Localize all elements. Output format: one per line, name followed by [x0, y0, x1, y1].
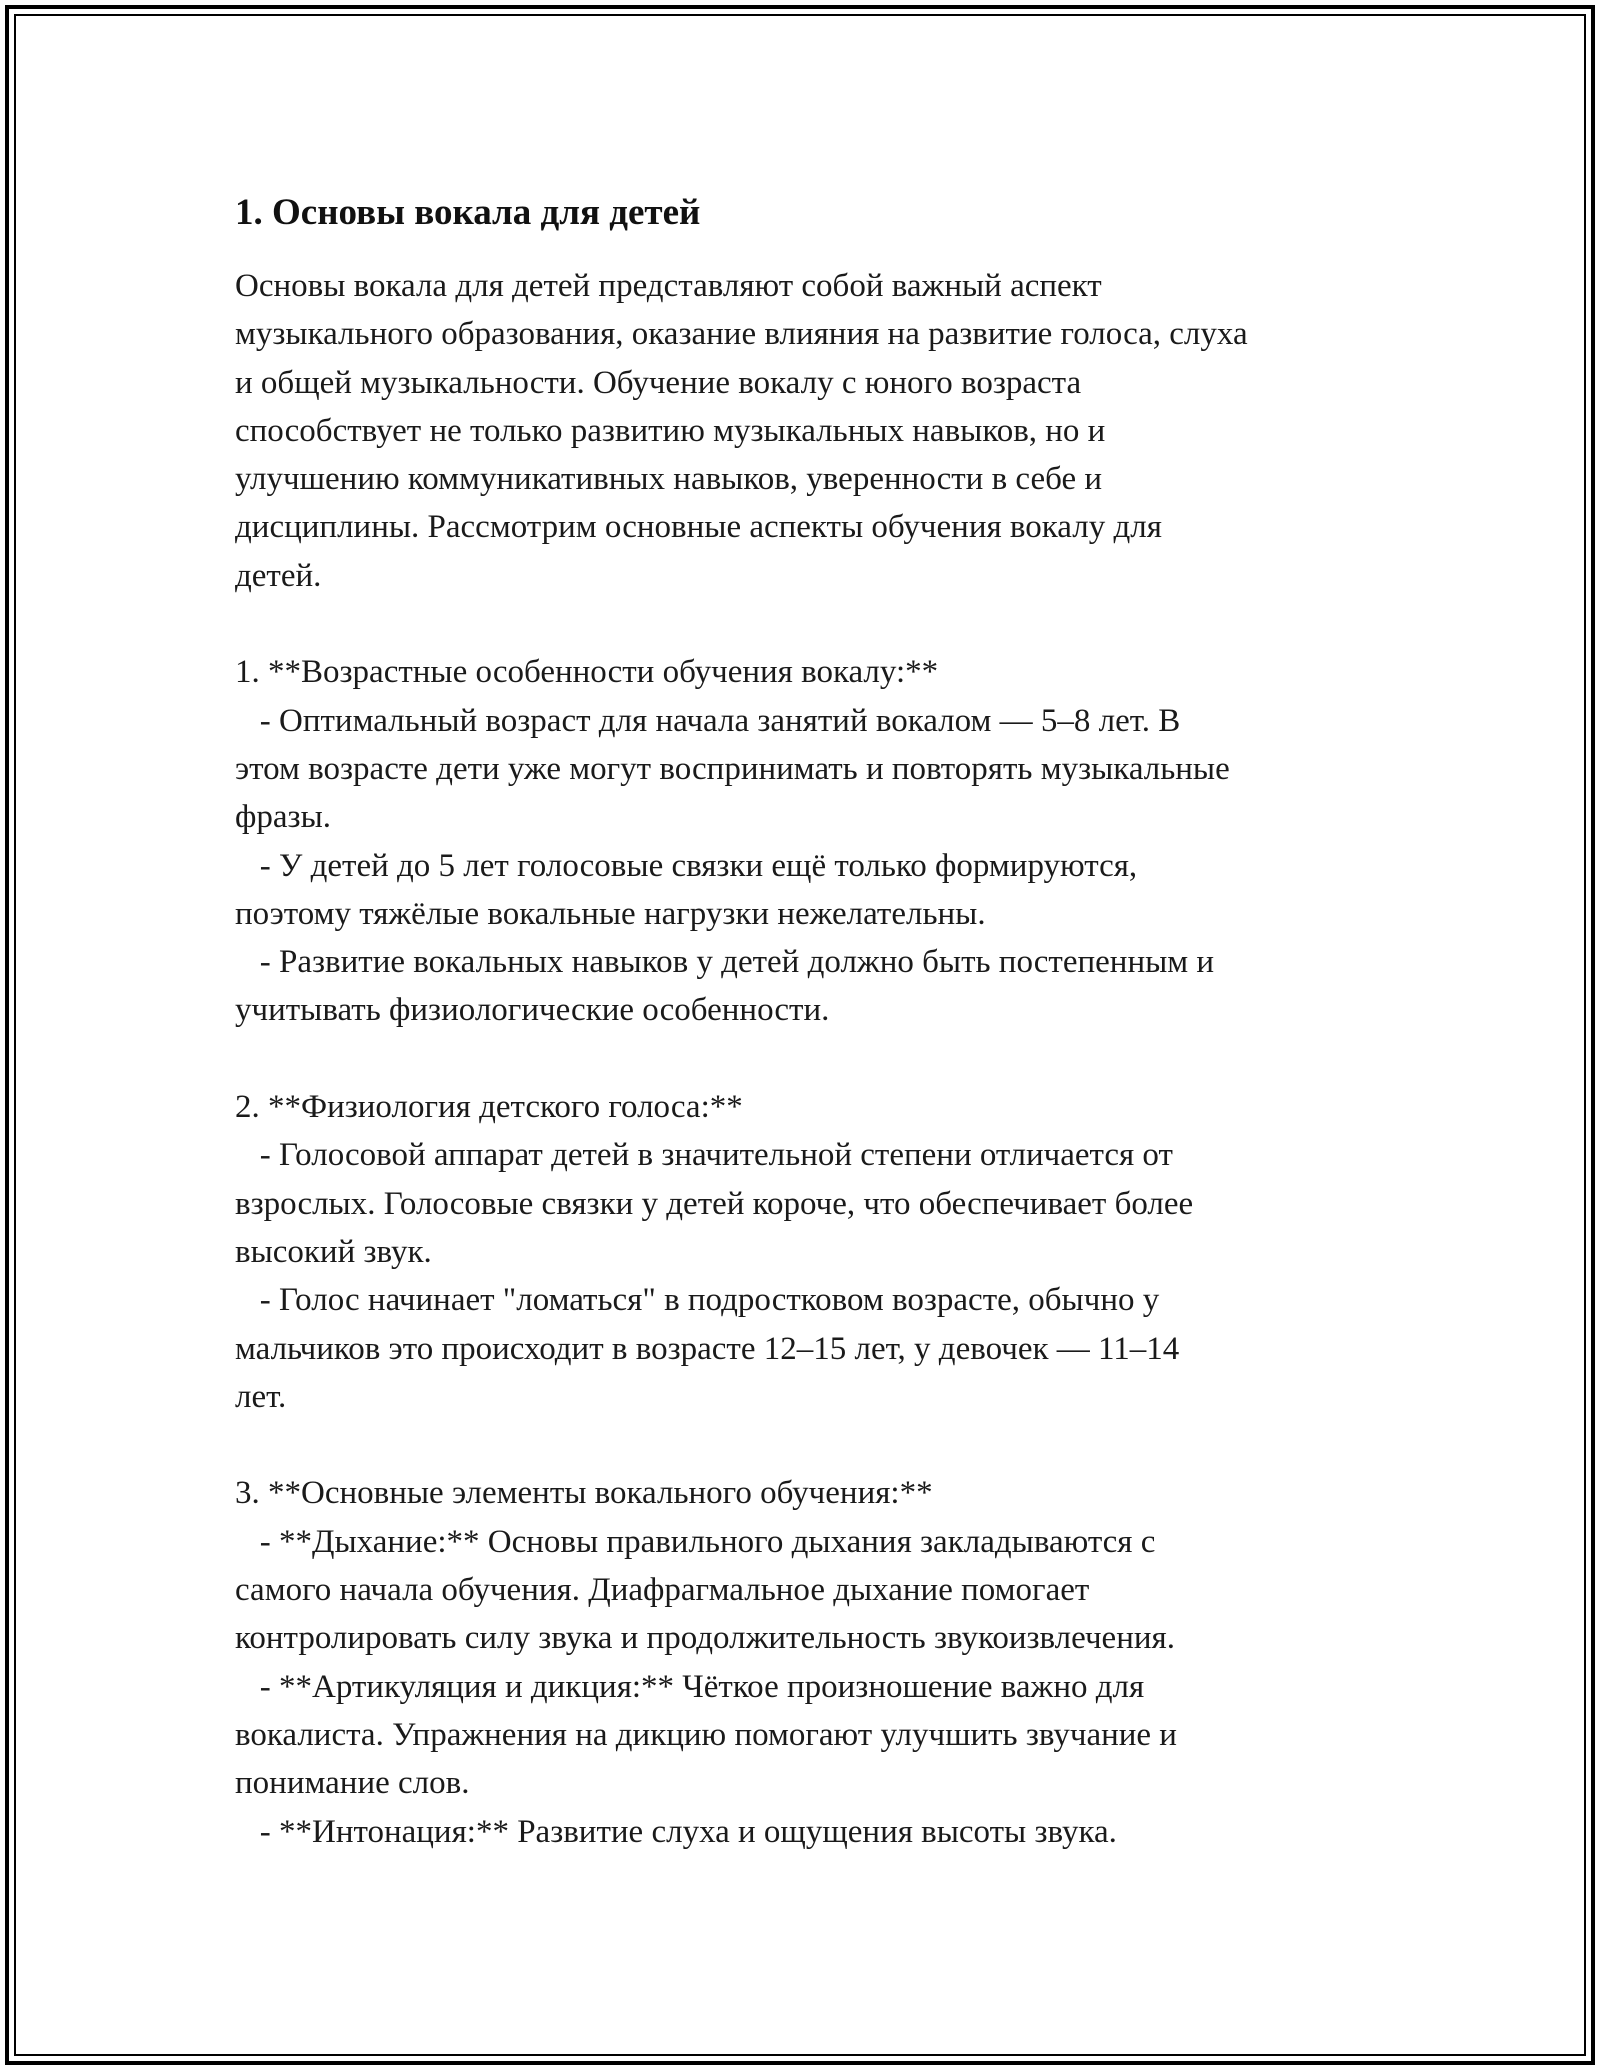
text-line: поэтому тяжёлые вокальные нагрузки нежелательны. [235, 895, 986, 932]
text-line: Основы вокала для детей представляют собой важный аспект [235, 268, 1102, 304]
text-line: и общей музыкальности. Обучение вокалу с юного возраста [235, 364, 1082, 401]
text-line: - Оптимальный возраст для начала занятий вокалом — 5–8 лет. В [235, 702, 1181, 739]
text-line: - Голосовой аппарат детей в значительной степени отличается от [235, 1137, 1173, 1174]
text-line: - У детей до 5 лет голосовые связки ещё только формируются, [235, 847, 1138, 884]
text-line: - **Интонация:** Развитие слуха и ощущения высоты звука. [235, 1813, 1117, 1850]
text-line: дисциплины. Рассмотрим основные аспекты обучения вокалу для [235, 509, 1162, 546]
text-line: музыкального образования, оказание влияния на развитие голоса, слуха [235, 316, 1248, 353]
section-voice-physiology [235, 1083, 1385, 1421]
blank-line [235, 1035, 1385, 1083]
text-line: вокалиста. Упражнения на дикцию помогают улучшить звучание и [235, 1716, 1177, 1753]
section-title: 2. **Физиология детского голоса:** [235, 1089, 743, 1126]
text-line: контролировать силу звука и продолжительность звукоизвлечения. [235, 1620, 1175, 1657]
text-line: учитывать физиологические особенности. [235, 992, 830, 1029]
section-title: 3. **Основные элементы вокального обучения:** [235, 1475, 933, 1512]
blank-line [235, 1421, 1385, 1469]
intro-paragraph [235, 262, 1385, 600]
text-line: улучшению коммуникативных навыков, уверенности в себе и [235, 461, 1103, 498]
text-line: - **Артикуляция и дикция:** Чёткое произношение важно для [235, 1668, 1145, 1705]
text-line: самого начала обучения. Диафрагмальное дыхание помогает [235, 1572, 1090, 1609]
text-line: мальчиков это происходит в возрасте 12–15 лет, у девочек — 11–14 [235, 1330, 1180, 1367]
text-line: высокий звук. [235, 1233, 432, 1270]
text-line: - **Дыхание:** Основы правильного дыхания закладываются с [235, 1523, 1156, 1560]
text-line: детей. [235, 557, 322, 594]
text-line: способствует не только развитию музыкальных навыков, но и [235, 412, 1106, 449]
text-line: взрослых. Голосовые связки у детей короче, что обеспечивает более [235, 1185, 1194, 1222]
text-line: - Развитие вокальных навыков у детей должно быть постепенным и [235, 944, 1215, 981]
text-line: этом возрасте дети уже могут воспринимать и повторять музыкальные [235, 750, 1230, 787]
text-line: фразы. [235, 799, 331, 836]
text-line: - Голос начинает "ломаться" в подростковом возрасте, обычно у [235, 1282, 1160, 1319]
section-vocal-elements [235, 1469, 1385, 1855]
document-body [235, 186, 1385, 1856]
section-age-features [235, 648, 1385, 1034]
blank-line [235, 600, 1385, 648]
text-line: лет. [235, 1378, 287, 1415]
document-heading: 1. Основы вокала для детей [235, 192, 701, 233]
section-title: 1. **Возрастные особенности обучения вокалу:** [235, 654, 939, 691]
text-line: понимание слов. [235, 1765, 470, 1802]
